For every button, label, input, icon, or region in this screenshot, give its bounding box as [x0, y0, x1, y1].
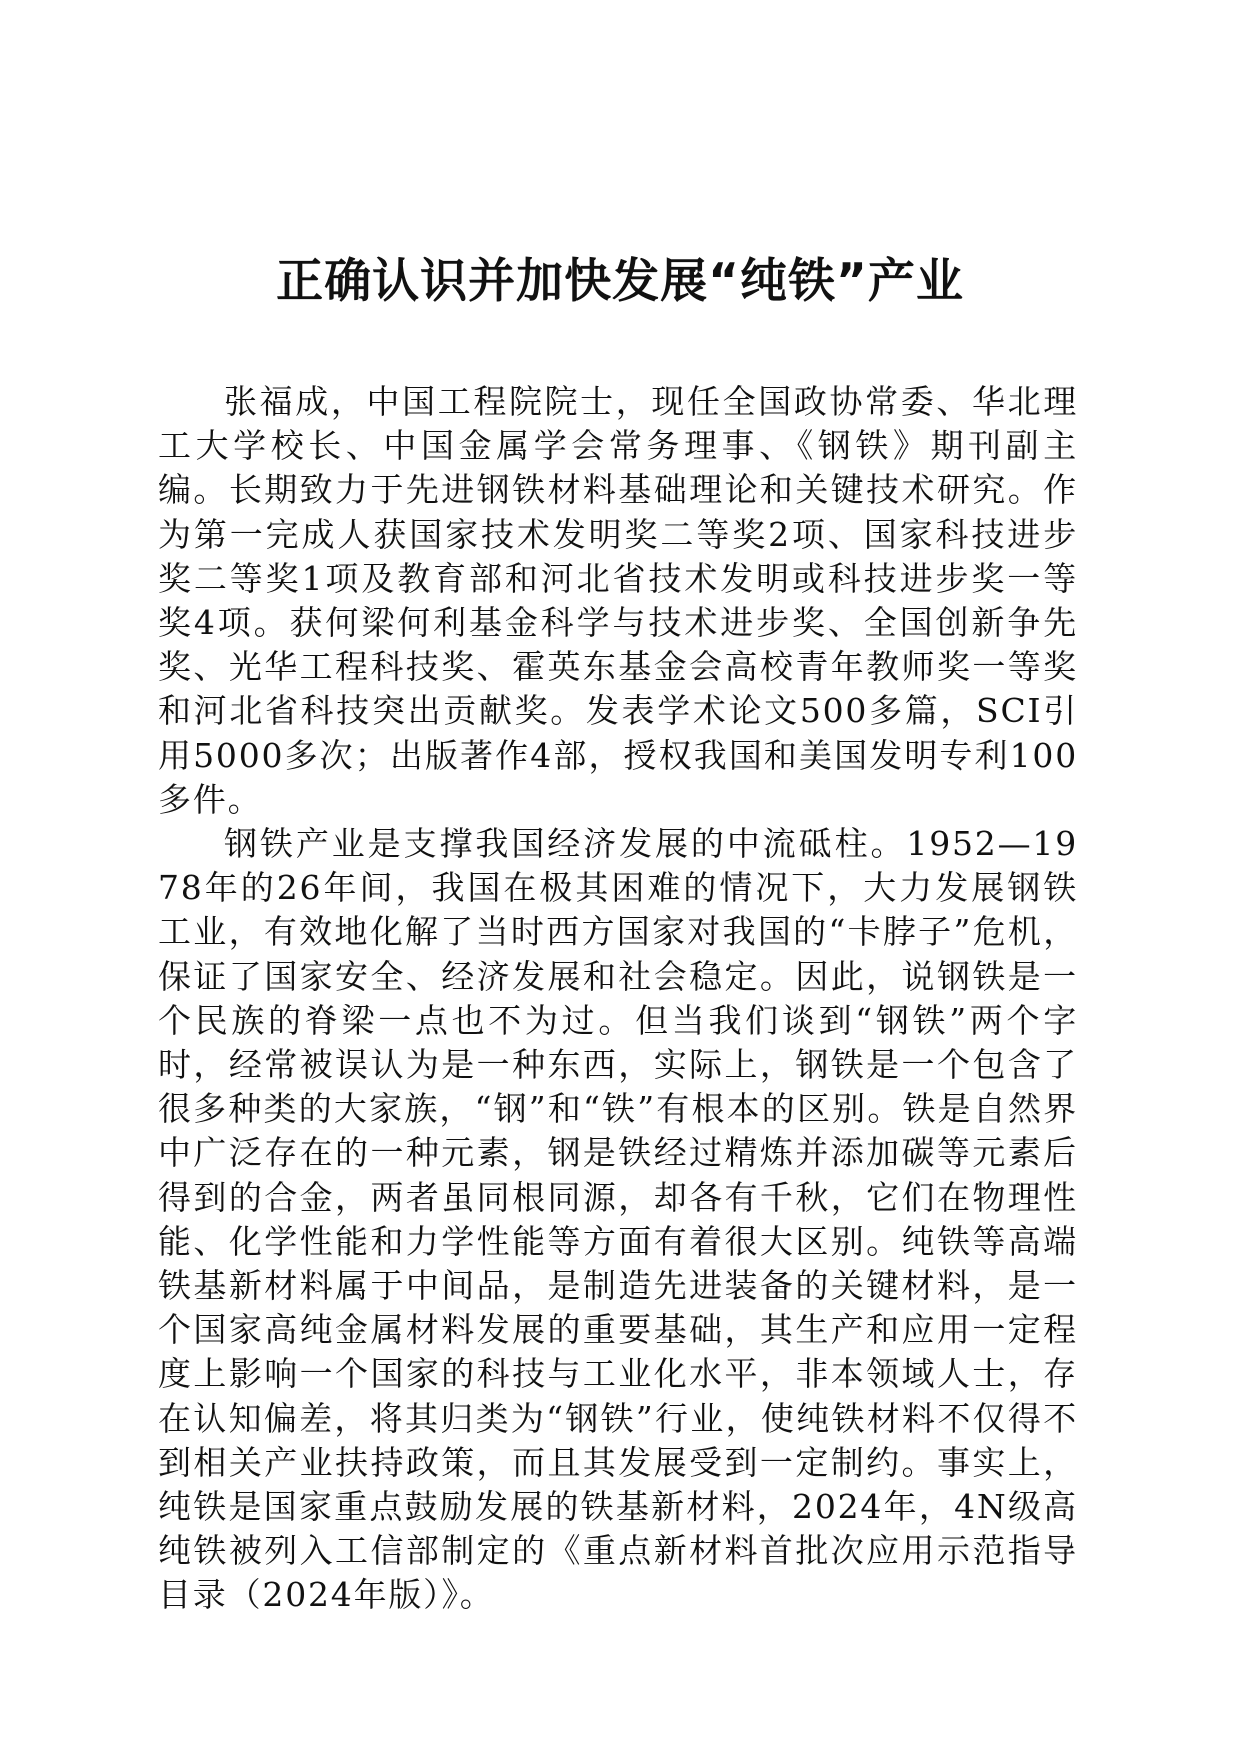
article-body	[158, 380, 1078, 1618]
article-title: 正确认识并加快发展“纯铁”产业	[276, 254, 964, 309]
body-paragraph: 钢铁产业是支撑我国经济发展的中流砥柱。1952—1978年的26年间，我国在极其困难的情况下，大力发展钢铁工业，有效地化解了当时西方国家对我国的“卡脖子”危机，保证了国家安全、经济发展和社会稳定。因此，说钢铁是一个民族的脊梁一点也不为过。但当我们谈到“钢铁”两个字时，经常被误认为是一种东西，实际上，钢铁是一个包含了很多种类的大家族，“钢”和“铁”有根本的区别。铁是自然界中广泛存在的一种元素，钢是铁经过精炼并添加碳等元素后得到的合金，两者虽同根同源，却各有千秋，它们在物理性能、化学性能和力学性能等方面有着很大区别。纯铁等高端铁基新材料属于中间品，是制造先进装备的关键材料，是一个国家高纯金属材料发展的重要基础，其生产和应用一定程度上影响一个国家的科技与工业化水平，非本领域人士，存在认知偏差，将其归类为“钢铁”行业，使纯铁材料不仅得不到相关产业扶持政策，而且其发展受到一定制约。事实上，纯铁是国家重点鼓励发展的铁基新材料，2024年，4N级高纯铁被列入工信部制定的《重点新材料首批次应用示范指导目录（2024年版）》。	[158, 824, 1078, 1615]
author-bio-paragraph: 张福成，中国工程院院士，现任全国政协常委、华北理工大学校长、中国金属学会常务理事、《钢铁》期刊副主编。长期致力于先进钢铁材料基础理论和关键技术研究。作为第一完成人获国家技术发明奖二等奖2项、国家科技进步奖二等奖1项及教育部和河北省技术发明或科技进步奖一等奖4项。获何梁何利基金科学与技术进步奖、全国创新争先奖、光华工程科技奖、霍英东基金会高校青年教师奖一等奖和河北省科技突出贡献奖。发表学术论文500多篇，SCI引用5000多次；出版著作4部，授权我国和美国发明专利100多件。	[158, 382, 1078, 819]
